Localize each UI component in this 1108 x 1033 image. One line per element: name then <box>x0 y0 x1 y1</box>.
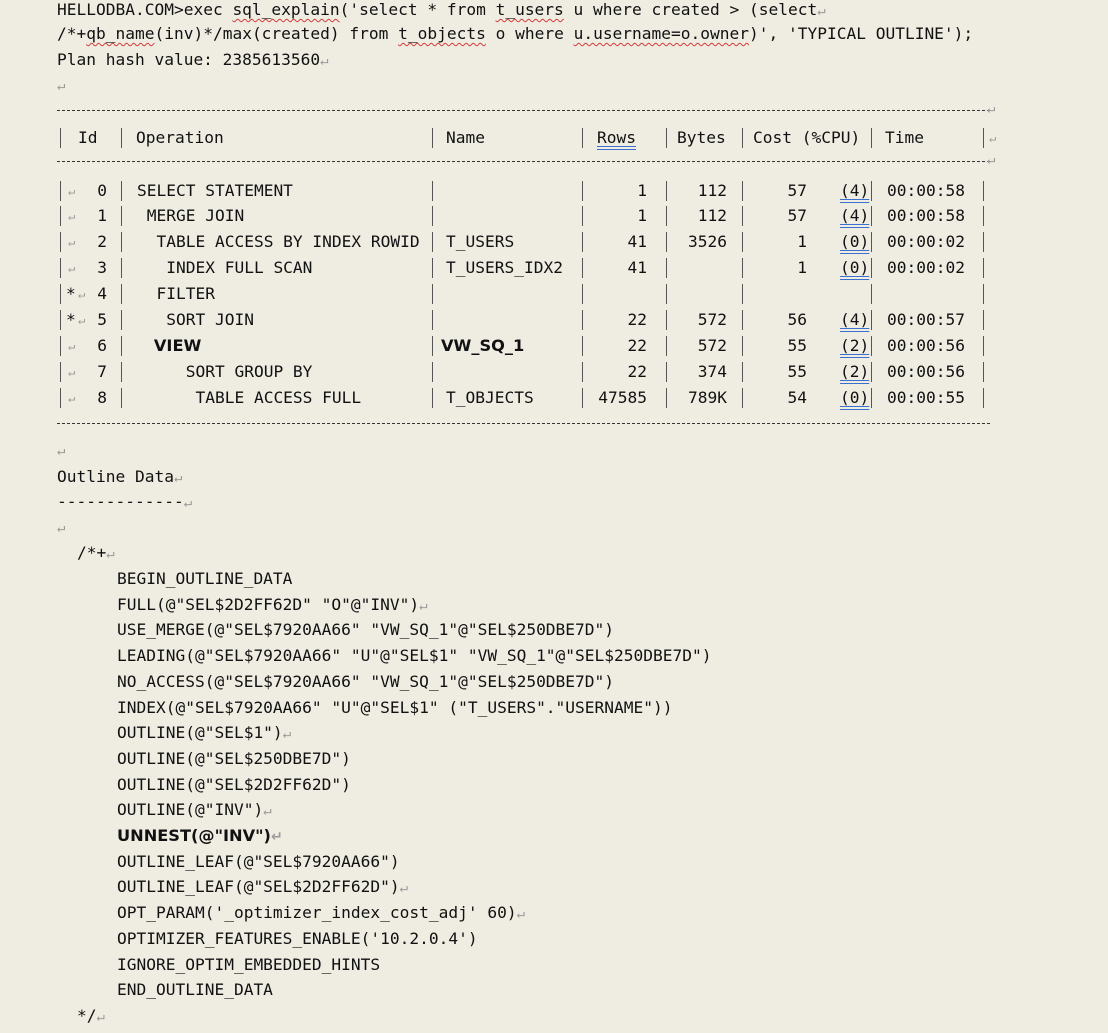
outline-close-comment <box>77 1006 105 1027</box>
column-separator <box>432 232 433 252</box>
paragraph-mark: ↵ <box>68 261 76 275</box>
row-cost: 1 <box>797 232 807 251</box>
row-cpu-percent: (0) <box>840 258 870 277</box>
outline-hint-line <box>117 903 525 924</box>
outline-hint-line <box>117 723 291 744</box>
command-text: o where <box>485 24 574 43</box>
column-separator <box>582 128 583 148</box>
column-separator <box>666 310 667 330</box>
column-separator <box>742 181 743 201</box>
column-separator <box>871 284 872 304</box>
outline-hint-text: OUTLINE(@"SEL$2D2FF62D") <box>117 775 351 794</box>
paragraph-mark: ↵ <box>516 906 526 922</box>
row-time: 00:00:02 <box>887 232 965 251</box>
table-divider-top <box>57 110 990 111</box>
column-separator <box>582 284 583 304</box>
column-separator <box>432 206 433 226</box>
row-cost: 55 <box>787 336 807 355</box>
table-name-users: t_users <box>495 0 564 19</box>
column-separator <box>60 128 61 148</box>
row-operation: TABLE ACCESS BY INDEX ROWID <box>137 232 420 251</box>
column-separator <box>60 388 61 408</box>
paragraph-mark: ↵ <box>817 3 826 19</box>
header-time: Time <box>885 128 924 147</box>
row-time: 00:00:55 <box>887 388 965 407</box>
outline-hint-line <box>117 980 273 1000</box>
exec-keyword: exec <box>183 0 233 19</box>
row-cpu-percent: (0) <box>840 388 870 407</box>
row-cost: 57 <box>787 181 807 200</box>
row-time: 00:00:02 <box>887 258 965 277</box>
command-text: ('select * from <box>339 0 496 19</box>
table-name-objects: t_objects <box>398 24 486 43</box>
column-separator <box>582 310 583 330</box>
column-separator <box>983 362 984 382</box>
row-operation: SELECT STATEMENT <box>137 181 293 200</box>
row-rows: 22 <box>627 336 647 355</box>
column-separator <box>983 232 984 252</box>
column-separator <box>432 128 433 148</box>
column-separator <box>871 181 872 201</box>
paragraph-mark: ↵ <box>68 339 76 353</box>
command-text: /*+ <box>57 24 87 43</box>
outline-hint-line <box>117 646 712 666</box>
row-id: 0 <box>97 181 107 200</box>
paragraph-mark: ↵ <box>106 546 115 562</box>
header-operation: Operation <box>136 128 224 147</box>
column-separator <box>983 128 984 148</box>
column-separator <box>983 336 984 356</box>
table-divider-bottom <box>57 423 990 424</box>
outline-hint-line <box>117 595 428 616</box>
row-operation: FILTER <box>137 284 215 303</box>
paragraph-mark: ↵ <box>989 131 997 145</box>
column-separator <box>871 232 872 252</box>
column-separator <box>582 362 583 382</box>
row-cost: 57 <box>787 206 807 225</box>
column-separator <box>742 388 743 408</box>
paragraph-mark: ↵ <box>68 391 76 405</box>
row-object-name: T_USERS <box>446 232 515 251</box>
row-bytes: 3526 <box>688 232 727 251</box>
header-bytes: Bytes <box>677 128 726 147</box>
column-separator <box>121 128 122 148</box>
row-id: 4 <box>97 284 107 303</box>
outline-hint-text: OUTLINE(@"SEL$250DBE7D") <box>117 749 351 768</box>
hint-qb-name: qb_name <box>86 24 155 43</box>
plan-hash-line <box>57 50 329 71</box>
row-id: 2 <box>97 232 107 251</box>
paragraph-mark: ↵ <box>399 880 409 896</box>
column-separator <box>432 258 433 278</box>
outline-hint-line <box>117 877 408 898</box>
outline-hint-text: NO_ACCESS(@"SEL$7920AA66" "VW_SQ_1"@"SEL$250DBE7D") <box>117 672 615 691</box>
column-separator <box>666 206 667 226</box>
command-text: (inv)*/max(created) from <box>154 24 399 43</box>
comment-open-text: /*+ <box>77 543 107 562</box>
plan-hash-value: Plan hash value: 2385613560 <box>57 50 321 69</box>
column-separator <box>983 388 984 408</box>
paragraph-mark: ↵ <box>263 803 272 819</box>
column-separator <box>871 336 872 356</box>
paragraph-mark: ↵ <box>57 443 66 459</box>
outline-hint-text: USE_MERGE(@"SEL$7920AA66" "VW_SQ_1"@"SEL$250DBE7D") <box>117 620 615 639</box>
paragraph-mark: ↵ <box>68 184 76 198</box>
column-separator <box>871 206 872 226</box>
outline-hint-line <box>117 775 351 795</box>
row-rows: 1 <box>637 206 647 225</box>
header-cost: Cost (%CPU) <box>753 128 861 147</box>
column-separator <box>871 310 872 330</box>
row-predicate-marker: * <box>66 284 76 303</box>
row-bytes: 789K <box>688 388 727 407</box>
outline-hint-line <box>117 749 351 769</box>
column-separator <box>742 362 743 382</box>
column-separator <box>60 258 61 278</box>
row-cost: 54 <box>787 388 807 407</box>
column-separator <box>432 388 433 408</box>
row-rows: 41 <box>627 258 647 277</box>
row-object-name: T_OBJECTS <box>446 388 534 407</box>
column-separator <box>582 336 583 356</box>
outline-hint-line <box>117 955 380 975</box>
column-separator <box>666 388 667 408</box>
row-object-name: T_USERS_IDX2 <box>446 258 563 277</box>
column-separator <box>60 362 61 382</box>
paragraph-mark: ↵ <box>96 1009 105 1025</box>
column-separator <box>666 336 667 356</box>
column-separator <box>666 128 667 148</box>
column-separator <box>983 284 984 304</box>
outline-hint-text: OPTIMIZER_FEATURES_ENABLE('10.2.0.4') <box>117 929 478 948</box>
column-separator <box>121 284 122 304</box>
outline-hint-line <box>117 698 673 718</box>
row-operation: SORT JOIN <box>137 310 254 329</box>
table-divider-header <box>57 161 990 162</box>
column-separator <box>742 284 743 304</box>
header-rows: Rows <box>597 128 636 147</box>
outline-hint-text: OPT_PARAM('_optimizer_index_cost_adj' 60) <box>117 903 517 922</box>
row-bytes: 572 <box>697 310 727 329</box>
row-id: 5 <box>97 310 107 329</box>
paragraph-mark: ↵ <box>270 829 283 845</box>
column-separator <box>582 232 583 252</box>
outline-hint-text: BEGIN_OUTLINE_DATA <box>117 569 293 588</box>
row-operation: INDEX FULL SCAN <box>137 258 313 277</box>
outline-hint-text: OUTLINE_LEAF(@"SEL$7920AA66") <box>117 852 400 871</box>
row-id: 7 <box>97 362 107 381</box>
outline-hint-text: UNNEST(@"INV") <box>117 826 271 845</box>
column-separator <box>871 388 872 408</box>
row-cpu-percent: (4) <box>840 181 870 200</box>
column-separator <box>582 181 583 201</box>
row-object-name: VW_SQ_1 <box>441 336 525 355</box>
column-separator <box>871 128 872 148</box>
paragraph-mark: ↵ <box>419 598 428 614</box>
row-rows: 22 <box>627 362 647 381</box>
outline-hint-text: OUTLINE(@"SEL$1") <box>117 723 283 742</box>
column-separator <box>121 181 122 201</box>
row-time: 00:00:56 <box>887 362 965 381</box>
outline-hint-text: INDEX(@"SEL$7920AA66" "U"@"SEL$1" ("T_USERS"."USERNAME")) <box>117 698 673 717</box>
column-separator <box>871 362 872 382</box>
paragraph-mark: ↵ <box>320 53 329 69</box>
header-name: Name <box>446 128 485 147</box>
row-rows: 47585 <box>598 388 647 407</box>
row-cost: 55 <box>787 362 807 381</box>
paragraph-mark: ↵ <box>78 287 86 301</box>
row-bytes: 112 <box>697 206 727 225</box>
column-separator <box>432 362 433 382</box>
column-separator <box>121 258 122 278</box>
row-time: 00:00:58 <box>887 181 965 200</box>
row-bytes: 572 <box>697 336 727 355</box>
row-time: 00:00:58 <box>887 206 965 225</box>
column-separator <box>121 310 122 330</box>
sql-prompt: HELLODBA.COM> <box>57 0 184 19</box>
outline-hint-text: END_OUTLINE_DATA <box>117 980 273 999</box>
row-id: 8 <box>97 388 107 407</box>
row-bytes: 112 <box>697 181 727 200</box>
column-separator <box>121 232 122 252</box>
column-separator <box>60 310 61 330</box>
column-separator <box>666 232 667 252</box>
column-separator <box>666 362 667 382</box>
paragraph-mark: ↵ <box>78 313 86 327</box>
row-rows: 41 <box>627 232 647 251</box>
outline-open-comment <box>77 543 115 564</box>
column-separator <box>582 258 583 278</box>
outline-hint-text: IGNORE_OPTIM_EMBEDDED_HINTS <box>117 955 381 974</box>
row-operation: MERGE JOIN <box>137 206 245 225</box>
command-line-2 <box>57 24 973 44</box>
row-cost: 1 <box>797 258 807 277</box>
column-separator <box>742 232 743 252</box>
column-separator <box>582 388 583 408</box>
row-rows: 22 <box>627 310 647 329</box>
outline-hint-line <box>117 569 292 589</box>
header-id: Id <box>78 128 98 147</box>
paragraph-mark: ↵ <box>57 78 66 94</box>
outline-hint-line <box>117 852 400 872</box>
column-separator <box>742 128 743 148</box>
row-cpu-percent: (0) <box>840 232 870 251</box>
column-separator <box>60 232 61 252</box>
column-separator <box>432 284 433 304</box>
column-separator <box>121 336 122 356</box>
column-separator <box>60 284 61 304</box>
paragraph-mark: ↵ <box>173 470 183 486</box>
column-separator <box>871 258 872 278</box>
column-separator <box>432 310 433 330</box>
row-cost: 56 <box>787 310 807 329</box>
paragraph-mark: ↵ <box>183 495 193 511</box>
comment-close-text: */ <box>77 1006 97 1025</box>
command-text: u where created > (select <box>563 0 818 19</box>
outline-title-underline <box>57 492 192 513</box>
outline-hint-text: OUTLINE_LEAF(@"SEL$2D2FF62D") <box>117 877 400 896</box>
row-operation: VIEW <box>137 336 202 355</box>
paragraph-mark: ↵ <box>987 152 996 168</box>
join-condition: u.username=o.owner <box>573 24 750 43</box>
row-operation: TABLE ACCESS FULL <box>137 388 362 407</box>
column-separator <box>582 206 583 226</box>
outline-hint-line <box>117 620 614 640</box>
column-separator <box>60 336 61 356</box>
column-separator <box>983 258 984 278</box>
row-id: 1 <box>97 206 107 225</box>
paragraph-mark: ↵ <box>57 520 66 536</box>
column-separator <box>742 206 743 226</box>
paragraph-mark: ↵ <box>68 235 76 249</box>
row-cpu-percent: (4) <box>840 310 870 329</box>
outline-underline-text: ------------- <box>57 492 184 511</box>
outline-hint-text: OUTLINE(@"INV") <box>117 800 264 819</box>
row-predicate-marker: * <box>66 310 76 329</box>
column-separator <box>983 310 984 330</box>
row-rows: 1 <box>637 181 647 200</box>
command-line-1 <box>57 0 826 21</box>
row-cpu-percent: (4) <box>840 206 870 225</box>
row-cpu-percent: (2) <box>840 336 870 355</box>
column-separator <box>742 258 743 278</box>
column-separator <box>742 310 743 330</box>
column-separator <box>666 284 667 304</box>
paragraph-mark: ↵ <box>68 365 76 379</box>
column-separator <box>983 181 984 201</box>
column-separator <box>983 206 984 226</box>
outline-title-text: Outline Data <box>57 467 174 486</box>
column-separator <box>121 206 122 226</box>
outline-hint-line <box>117 672 614 692</box>
procedure-name: sql_explain <box>232 0 340 19</box>
outline-hint-line <box>117 826 283 847</box>
column-separator <box>432 181 433 201</box>
column-separator <box>666 258 667 278</box>
outline-hint-text: LEADING(@"SEL$7920AA66" "U"@"SEL$1" "VW_SQ_1"@"SEL$250DBE7D") <box>117 646 712 665</box>
row-id: 3 <box>97 258 107 277</box>
column-separator <box>666 181 667 201</box>
row-id: 6 <box>97 336 107 355</box>
column-separator <box>60 181 61 201</box>
row-operation: SORT GROUP BY <box>137 362 313 381</box>
column-separator <box>60 206 61 226</box>
row-time: 00:00:57 <box>887 310 965 329</box>
outline-data-title <box>57 467 182 488</box>
row-cpu-percent: (2) <box>840 362 870 381</box>
column-separator <box>121 362 122 382</box>
row-bytes: 374 <box>697 362 727 381</box>
column-separator <box>121 388 122 408</box>
paragraph-mark: ↵ <box>68 209 76 223</box>
column-separator <box>432 336 433 356</box>
outline-hint-line <box>117 800 272 821</box>
command-text: )', 'TYPICAL OUTLINE'); <box>749 24 974 43</box>
outline-hint-line <box>117 929 478 949</box>
outline-hint-text: FULL(@"SEL$2D2FF62D" "O"@"INV") <box>117 595 420 614</box>
column-separator <box>742 336 743 356</box>
paragraph-mark: ↵ <box>282 726 292 742</box>
row-time: 00:00:56 <box>887 336 965 355</box>
paragraph-mark: ↵ <box>987 101 996 117</box>
